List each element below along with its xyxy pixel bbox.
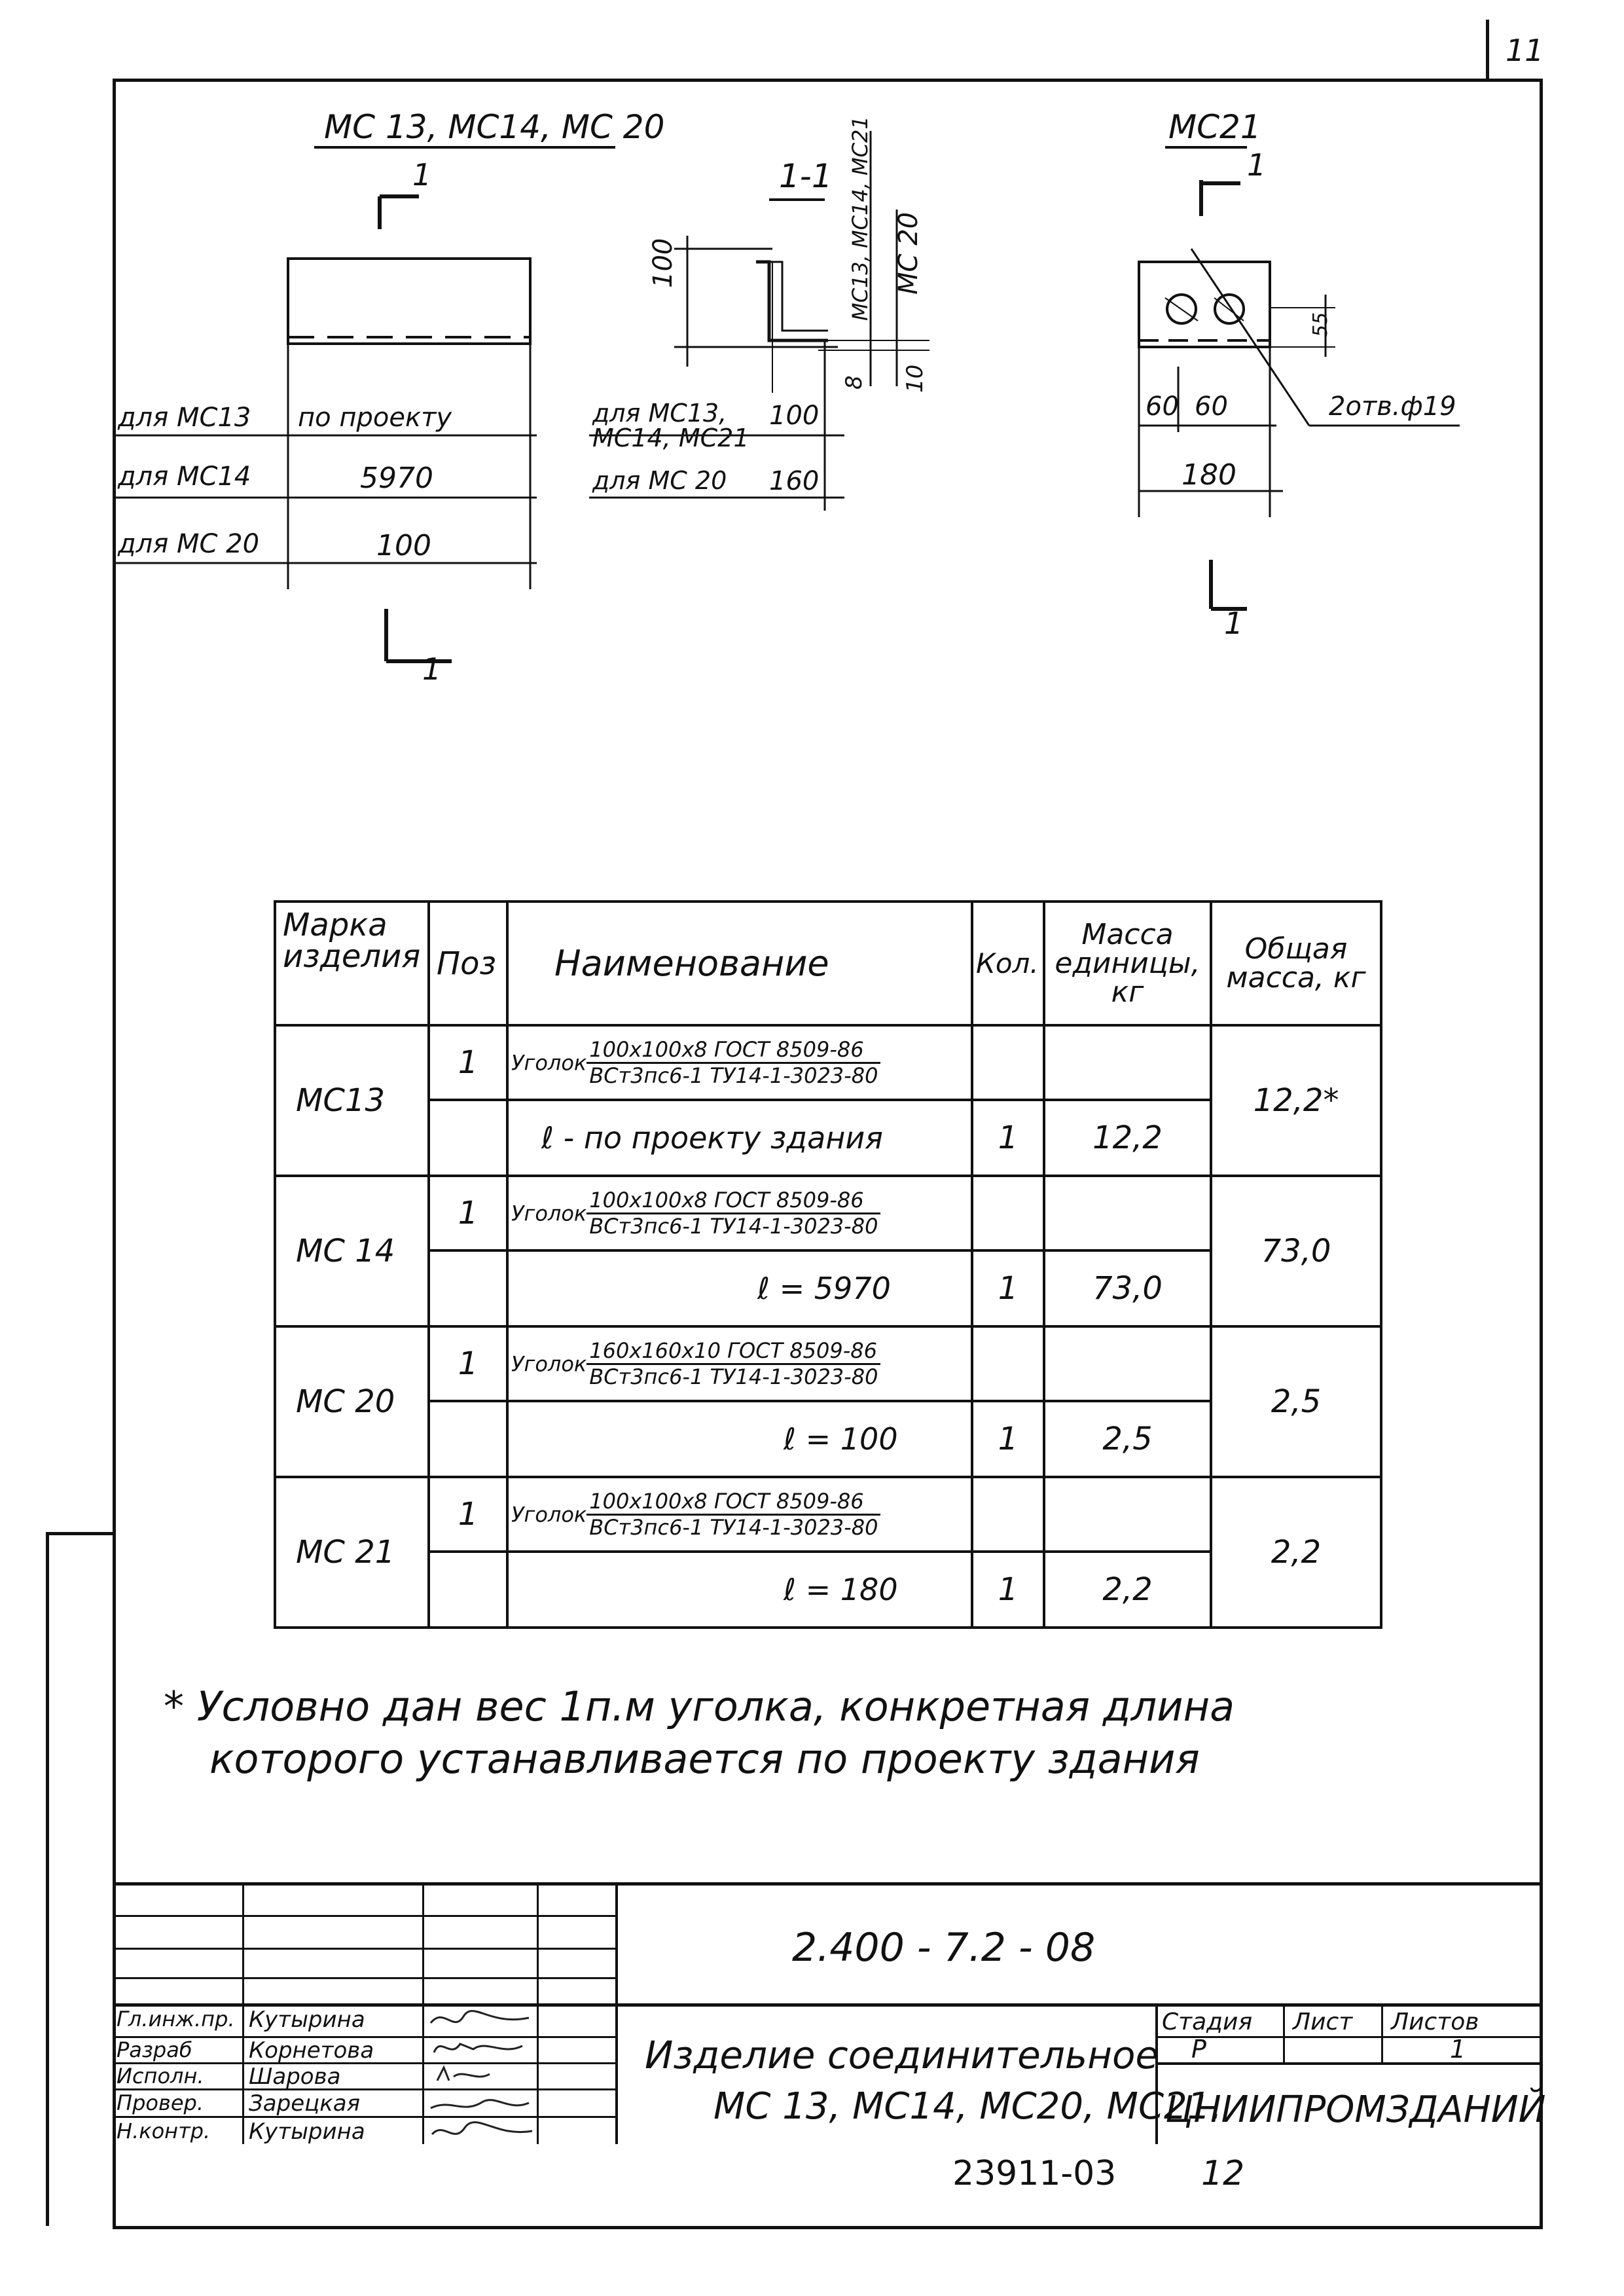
footnote-line-2: которого устанавливается по проекту здания (209, 1735, 1200, 1783)
row-mark: МС13 (275, 1025, 429, 1176)
row-name-denominator: ВСт3пс6-1 ТУ14-1-3023-80 (589, 1063, 878, 1088)
view2-dim-label-1: для МС13, МС14, МС21 (592, 399, 749, 452)
row-unit-mass: 73,0 (1044, 1250, 1211, 1326)
row-qty-empty (972, 1176, 1044, 1250)
row-unit-mass: 2,5 (1044, 1401, 1211, 1477)
sheet-label: Лист (1293, 2009, 1353, 2035)
view1-dim-label-3: для МС 20 (118, 529, 260, 559)
sig-role-3: Исполн. (117, 2064, 204, 2088)
row-qty: 1 (972, 1401, 1044, 1477)
sig-name-2: Корнетова (249, 2037, 374, 2064)
sig-name-4: Зарецкая (249, 2090, 361, 2117)
row-pos: 1 (429, 1025, 507, 1100)
header-name: Наименование (507, 902, 972, 1025)
sig-role-4: Провер. (117, 2090, 204, 2115)
row-name-numerator: 160х160х10 ГОСТ 8509-86 (586, 1339, 880, 1365)
view2-title: 1-1 (779, 157, 833, 195)
view2-thickness-b: 10 (902, 364, 928, 393)
table-row (275, 1326, 1381, 1401)
row-length: ℓ = 5970 (507, 1250, 972, 1326)
row-name (507, 1025, 972, 1100)
row-name-prefix: Уголок (511, 1050, 587, 1075)
table-row (275, 1176, 1381, 1250)
view3-section-number-bottom: 1 (1224, 606, 1244, 641)
row-qty: 1 (972, 1250, 1044, 1326)
view2-thickness-a: 8 (841, 375, 867, 390)
row-name (507, 1477, 972, 1552)
row-name-prefix: Уголок (511, 1201, 587, 1226)
table-row (275, 1477, 1381, 1552)
row-qty-empty (972, 1025, 1044, 1100)
bottom-page-number: 12 (1201, 2154, 1245, 2193)
archive-number: 23911-03 (952, 2154, 1117, 2193)
view2-dim-value-2: 160 (769, 466, 820, 496)
row-pos: 1 (429, 1326, 507, 1401)
header-mark: Марка изделия (275, 902, 429, 1025)
view3-dim-total: 180 (1182, 458, 1236, 492)
sig-role-5: Н.контр. (117, 2119, 211, 2143)
row-total-mass: 2,2 (1211, 1477, 1381, 1628)
view1-title: МС 13, МС14, МС 20 (324, 108, 665, 146)
view3-part-outline (1139, 262, 1270, 347)
table-header-row (275, 902, 1381, 1025)
footnote-line-1: * Условно дан вес 1п.м уголка, конкретная длина (164, 1683, 1235, 1730)
view3-dim-2: 60 (1195, 392, 1228, 422)
row-pos: 1 (429, 1176, 507, 1250)
row-pos: 1 (429, 1477, 507, 1552)
row-length: ℓ = 180 (507, 1552, 972, 1628)
binding-margin-tick (46, 1532, 115, 1535)
row-unit-mass-empty (1044, 1477, 1211, 1552)
view1-dim-value-2: 5970 (360, 462, 433, 495)
document-code: 2.400 - 7.2 - 08 (792, 1925, 1096, 1971)
row-qty: 1 (972, 1100, 1044, 1176)
row-pos-empty (429, 1552, 507, 1628)
view3-section-number-top: 1 (1247, 147, 1267, 183)
row-qty-empty (972, 1477, 1044, 1552)
row-unit-mass: 2,2 (1044, 1552, 1211, 1628)
sig-role-2: Разраб (117, 2037, 192, 2062)
view1-section-number-top: 1 (412, 157, 432, 192)
row-total-mass: 2,5 (1211, 1326, 1381, 1477)
view3-holes-callout: 2отв.ф19 (1329, 392, 1456, 422)
sig-role-1: Гл.инж.пр. (117, 2007, 235, 2032)
view1-part-outline (288, 259, 530, 344)
row-name (507, 1176, 972, 1250)
row-unit-mass-empty (1044, 1176, 1211, 1250)
row-name-denominator: ВСт3пс6-1 ТУ14-1-3023-80 (589, 1514, 878, 1540)
row-mark: МС 21 (275, 1477, 429, 1628)
view2-vertical-label-a: МС13, МС14, МС21 (848, 116, 873, 321)
view2-height: 100 (648, 238, 678, 288)
row-length: ℓ = 100 (507, 1401, 972, 1477)
row-qty: 1 (972, 1552, 1044, 1628)
row-name-fraction (586, 1339, 880, 1389)
view3-dim-edge: 55 (1309, 312, 1332, 337)
view1-dim-label-2: для МС14 (118, 462, 251, 492)
organization-name: ЦНИИПРОМЗДАНИЙ (1165, 2088, 1546, 2131)
binding-margin-line (46, 1532, 49, 2226)
product-title-line-2: МС 13, МС14, МС20, МС21. (713, 2085, 1223, 2128)
sheets-label: Листов (1391, 2009, 1479, 2035)
view3-title: МС21 (1168, 108, 1261, 146)
stage-value: Р (1191, 2035, 1206, 2064)
row-name-prefix: Уголок (511, 1502, 587, 1527)
view1-dim-label-1: для МС13 (118, 403, 251, 433)
row-length: ℓ - по проекту здания (507, 1100, 972, 1176)
row-name-fraction (586, 1489, 880, 1540)
header-total-mass: Общая масса, кг (1211, 902, 1381, 1025)
row-name-denominator: ВСт3пс6-1 ТУ14-1-3023-80 (589, 1213, 878, 1239)
row-name-numerator: 100х100х8 ГОСТ 8509-86 (586, 1489, 880, 1516)
product-title-line-1: Изделие соединительное (645, 2033, 1159, 2077)
view1-section-number-bottom: 1 (422, 651, 442, 687)
row-pos-empty (429, 1100, 507, 1176)
header-pos: Поз (429, 902, 507, 1025)
row-name-prefix: Уголок (511, 1351, 587, 1376)
specification-table (274, 900, 1382, 1629)
signatures-scribbles (424, 2003, 535, 2144)
row-pos-empty (429, 1250, 507, 1326)
row-name-numerator: 100х100х8 ГОСТ 8509-86 (586, 1038, 880, 1064)
row-qty-empty (972, 1326, 1044, 1401)
sheets-value: 1 (1450, 2035, 1466, 2064)
row-mark: МС 14 (275, 1176, 429, 1326)
row-pos-empty (429, 1401, 507, 1477)
header-unit-mass: Масса единицы, кг (1044, 902, 1211, 1025)
view2-dim-value-1: 100 (769, 401, 820, 431)
page-number: 11 (1506, 33, 1544, 68)
sig-name-1: Кутырина (249, 2007, 365, 2033)
row-mark: МС 20 (275, 1326, 429, 1477)
row-unit-mass-empty (1044, 1025, 1211, 1100)
row-name-denominator: ВСт3пс6-1 ТУ14-1-3023-80 (589, 1364, 878, 1389)
row-name-fraction (586, 1188, 880, 1239)
row-name (507, 1326, 972, 1401)
row-unit-mass: 12,2 (1044, 1100, 1211, 1176)
stage-label: Стадия (1162, 2009, 1253, 2035)
view2-vertical-label-b: МС 20 (893, 211, 924, 295)
row-unit-mass-empty (1044, 1326, 1211, 1401)
view3-dim-1: 60 (1146, 392, 1179, 422)
header-qty: Кол. (972, 902, 1044, 1025)
sig-name-3: Шарова (249, 2064, 341, 2090)
table-row (275, 1025, 1381, 1100)
row-name-fraction (586, 1038, 880, 1088)
row-total-mass: 73,0 (1211, 1176, 1381, 1326)
view1-dim-value-1: по проекту (298, 403, 452, 433)
view2-dim-label-2: для МС 20 (592, 466, 727, 495)
view1-dim-value-3: 100 (376, 529, 431, 562)
row-name-numerator: 100х100х8 ГОСТ 8509-86 (586, 1188, 880, 1214)
row-total-mass: 12,2* (1211, 1025, 1381, 1176)
sig-name-5: Кутырина (249, 2119, 365, 2145)
